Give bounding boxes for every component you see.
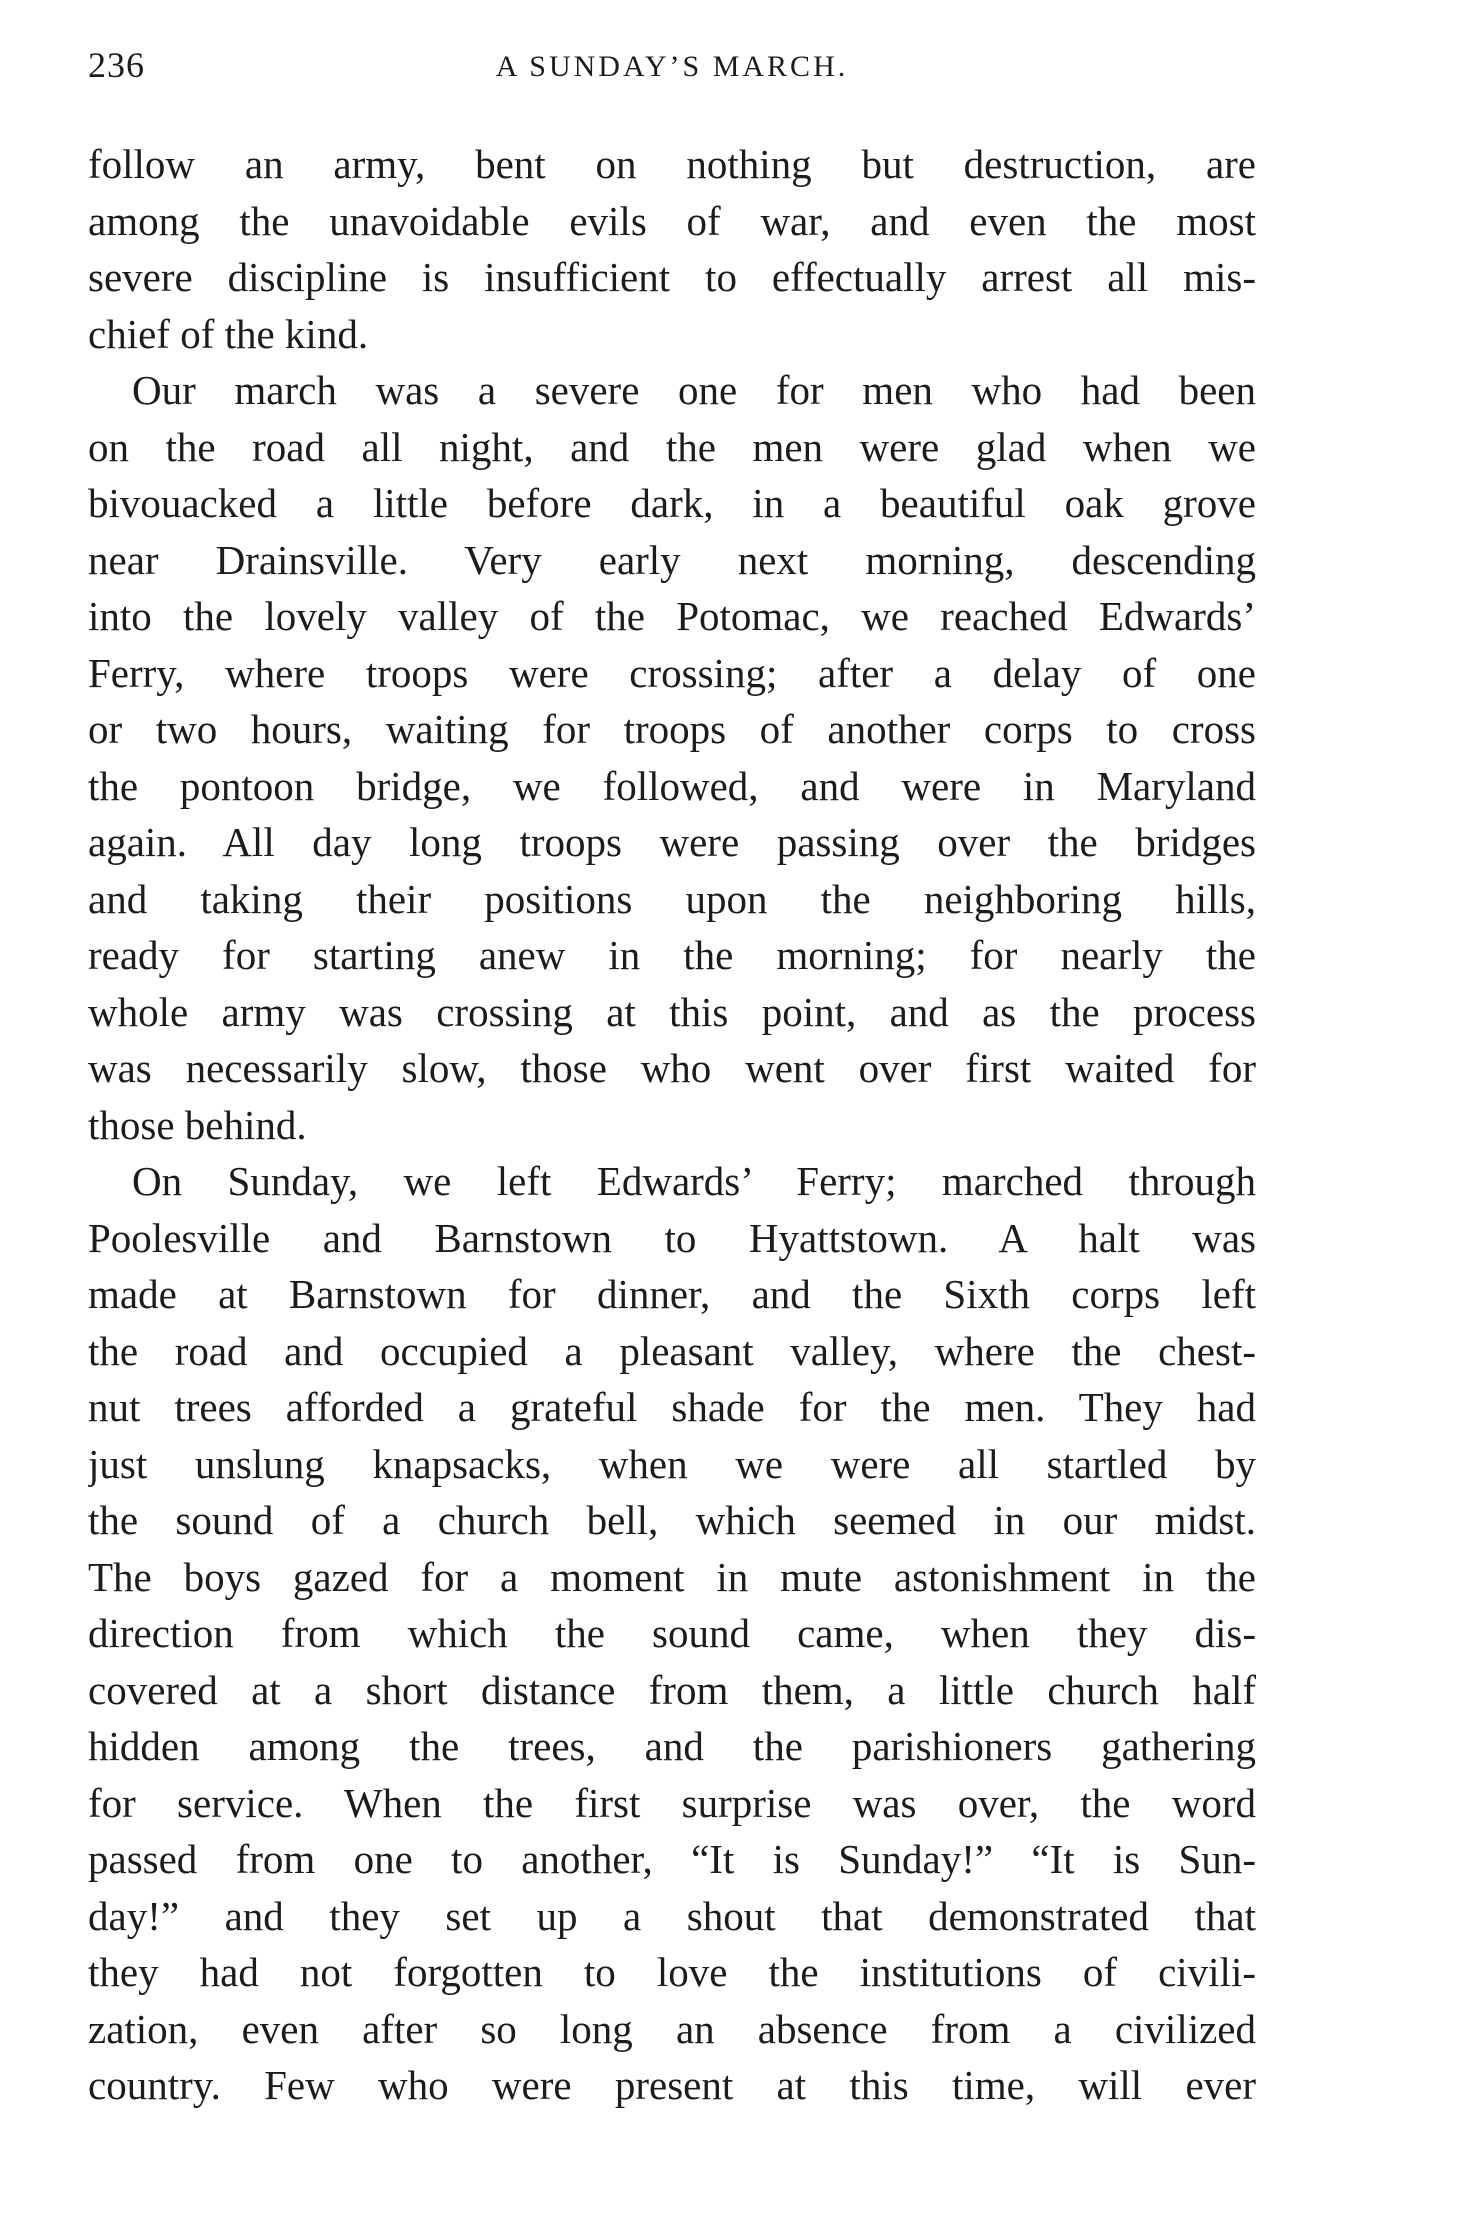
text-line: Ferry, where troops were crossing; after a delay of one — [88, 649, 1256, 696]
text-line: the road and occupied a pleasant valley, where the chest- — [88, 1327, 1256, 1374]
text-line: nut trees afforded a grateful shade for the men. They had — [88, 1384, 1256, 1430]
text-line: zation, even after so long an absence from a civilized — [88, 2005, 1256, 2052]
text-line: On Sunday, we left Edwards’ Ferry; marched through — [132, 1158, 1256, 1204]
text-line: hidden among the trees, and the parishioners gathering — [88, 1723, 1256, 1769]
text-line: made at Barnstown for dinner, and the Sixth corps left — [88, 1271, 1256, 1317]
body-text — [88, 136, 1256, 2114]
text-line: whole army was crossing at this point, and as the process — [88, 988, 1256, 1035]
text-line: ready for starting anew in the morning; for nearly the — [88, 932, 1256, 978]
paragraph — [88, 362, 1256, 1153]
paragraph — [88, 1153, 1256, 2114]
text-line: country. Few who were present at this time, will ever — [88, 2062, 1256, 2108]
running-title: A SUNDAY’S MARCH. — [495, 50, 849, 83]
text-line: again. All day long troops were passing over the bridges — [88, 819, 1256, 865]
text-line: those behind. — [88, 1101, 307, 1148]
text-line: the pontoon bridge, we followed, and were in Maryland — [88, 762, 1256, 809]
text-line: chief of the kind. — [88, 310, 369, 357]
text-line: direction from which the sound came, when they dis- — [88, 1610, 1256, 1656]
text-line: bivouacked a little before dark, in a beautiful oak grove — [88, 480, 1256, 526]
text-line: covered at a short distance from them, a little church half — [88, 1666, 1256, 1713]
text-line: follow an army, bent on nothing but destruction, are — [88, 141, 1256, 187]
text-line: Poolesville and Barnstown to Hyattstown. A halt was — [88, 1214, 1256, 1261]
text-line: was necessarily slow, those who went over first waited for — [88, 1045, 1256, 1091]
text-line: for service. When the first surprise was over, the word — [88, 1779, 1256, 1826]
text-line: day!” and they set up a shout that demonstrated that — [88, 1892, 1256, 1939]
text-line: and taking their positions upon the neighboring hills, — [88, 875, 1256, 922]
text-line: near Drainsville. Very early next morning, descending — [88, 536, 1256, 583]
text-line: the sound of a church bell, which seemed in our midst. — [88, 1497, 1256, 1543]
text-line: among the unavoidable evils of war, and even the most — [88, 197, 1256, 244]
text-line: The boys gazed for a moment in mute astonishment in the — [88, 1553, 1256, 1600]
text-line: passed from one to another, “It is Sunday!” “It is Sun- — [88, 1836, 1256, 1882]
text-line: or two hours, waiting for troops of another corps to cross — [88, 706, 1256, 752]
text-line: severe discipline is insufficient to effectually arrest all mis- — [88, 254, 1256, 300]
text-line: Our march was a severe one for men who had been — [132, 367, 1256, 413]
paragraph — [88, 136, 1256, 362]
page-header — [88, 44, 1256, 104]
text-line: they had not forgotten to love the institutions of civili- — [88, 1949, 1256, 1995]
text-line: on the road all night, and the men were glad when we — [88, 423, 1256, 470]
text-line: just unslung knapsacks, when we were all startled by — [88, 1440, 1256, 1487]
text-line: into the lovely valley of the Potomac, we reached Edwards’ — [88, 593, 1256, 639]
page-number: 236 — [88, 45, 145, 85]
